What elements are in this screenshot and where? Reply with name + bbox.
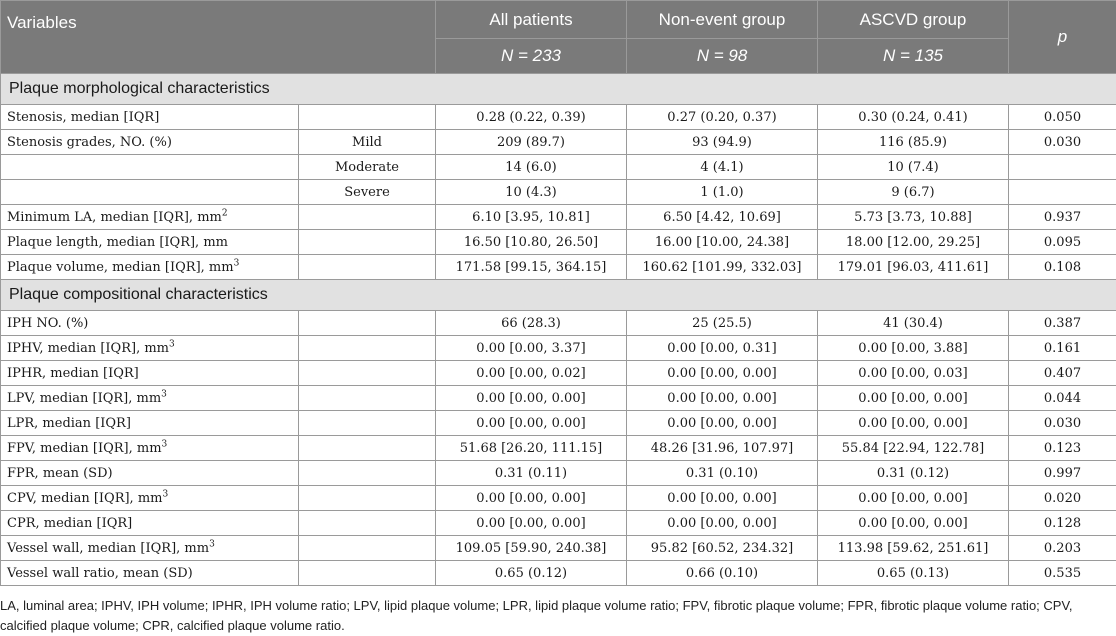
subcategory-cell bbox=[299, 361, 436, 386]
table-row bbox=[1, 486, 1116, 511]
variable-label: Plaque length, median [IQR], mm bbox=[7, 235, 228, 250]
subcategory-cell: Moderate bbox=[299, 155, 436, 180]
header-all-patients: All patients bbox=[436, 1, 627, 39]
section-title: Plaque morphological characteristics bbox=[1, 74, 1116, 105]
unit-superscript: 2 bbox=[222, 208, 228, 218]
table-row bbox=[1, 436, 1116, 461]
non-event-cell: 0.00 [0.00, 0.00] bbox=[627, 486, 818, 511]
p-value-cell: 0.535 bbox=[1009, 561, 1116, 586]
all-patients-cell: 0.00 [0.00, 0.00] bbox=[436, 386, 627, 411]
unit-superscript: 3 bbox=[234, 258, 240, 268]
table-row bbox=[1, 386, 1116, 411]
table-row bbox=[1, 511, 1116, 536]
all-patients-cell: 14 (6.0) bbox=[436, 155, 627, 180]
table-row bbox=[1, 336, 1116, 361]
ascvd-cell: 0.30 (0.24, 0.41) bbox=[818, 105, 1009, 130]
subcategory-cell bbox=[299, 255, 436, 280]
subcategory-cell bbox=[299, 411, 436, 436]
all-patients-cell: 209 (89.7) bbox=[436, 130, 627, 155]
subcategory-cell bbox=[299, 486, 436, 511]
subcategory-cell bbox=[299, 105, 436, 130]
table-row bbox=[1, 105, 1116, 130]
p-value-cell: 0.095 bbox=[1009, 230, 1116, 255]
ascvd-cell: 0.65 (0.13) bbox=[818, 561, 1009, 586]
table-row bbox=[1, 536, 1116, 561]
ascvd-cell: 18.00 [12.00, 29.25] bbox=[818, 230, 1009, 255]
variable-label: CPV, median [IQR], mm bbox=[7, 491, 162, 506]
all-patients-cell: 0.00 [0.00, 0.00] bbox=[436, 411, 627, 436]
section-row bbox=[1, 74, 1116, 105]
subcategory-cell bbox=[299, 436, 436, 461]
variable-label: Minimum LA, median [IQR], mm bbox=[7, 210, 222, 225]
ascvd-cell: 179.01 [96.03, 411.61] bbox=[818, 255, 1009, 280]
header-n-nonevent-label: N = 98 bbox=[697, 46, 748, 65]
table-row bbox=[1, 461, 1116, 486]
p-value-cell: 0.020 bbox=[1009, 486, 1116, 511]
subcategory-cell: Mild bbox=[299, 130, 436, 155]
variable-cell bbox=[1, 411, 299, 436]
table-row bbox=[1, 205, 1116, 230]
all-patients-cell: 0.00 [0.00, 3.37] bbox=[436, 336, 627, 361]
all-patients-cell: 16.50 [10.80, 26.50] bbox=[436, 230, 627, 255]
section-title: Plaque compositional characteristics bbox=[1, 280, 1116, 311]
all-patients-cell: 0.65 (0.12) bbox=[436, 561, 627, 586]
ascvd-cell: 41 (30.4) bbox=[818, 311, 1009, 336]
variable-label: LPR, median [IQR] bbox=[7, 416, 131, 431]
header-p-value bbox=[1009, 1, 1116, 74]
p-value-cell bbox=[1009, 180, 1116, 205]
section-row bbox=[1, 280, 1116, 311]
header-ascvd-group: ASCVD group bbox=[818, 1, 1009, 39]
ascvd-cell: 0.00 [0.00, 0.00] bbox=[818, 386, 1009, 411]
all-patients-cell: 0.28 (0.22, 0.39) bbox=[436, 105, 627, 130]
non-event-cell: 48.26 [31.96, 107.97] bbox=[627, 436, 818, 461]
p-value-cell: 0.050 bbox=[1009, 105, 1116, 130]
p-value-cell bbox=[1009, 155, 1116, 180]
non-event-cell: 95.82 [60.52, 234.32] bbox=[627, 536, 818, 561]
subcategory-cell bbox=[299, 336, 436, 361]
header-n-all bbox=[436, 39, 627, 74]
non-event-cell: 0.66 (0.10) bbox=[627, 561, 818, 586]
variable-cell bbox=[1, 361, 299, 386]
variable-cell bbox=[1, 180, 299, 205]
subcategory-cell bbox=[299, 461, 436, 486]
p-value-cell: 0.123 bbox=[1009, 436, 1116, 461]
subcategory-cell: Severe bbox=[299, 180, 436, 205]
variable-label: Stenosis grades, NO. (%) bbox=[7, 135, 172, 150]
variable-label: FPV, median [IQR], mm bbox=[7, 441, 162, 456]
all-patients-cell: 0.00 [0.00, 0.02] bbox=[436, 361, 627, 386]
unit-superscript: 3 bbox=[161, 389, 167, 399]
p-value-cell: 0.030 bbox=[1009, 130, 1116, 155]
subcategory-cell bbox=[299, 230, 436, 255]
ascvd-cell: 10 (7.4) bbox=[818, 155, 1009, 180]
p-value-cell: 0.161 bbox=[1009, 336, 1116, 361]
variable-cell bbox=[1, 486, 299, 511]
unit-superscript: 3 bbox=[162, 439, 168, 449]
ascvd-cell: 9 (6.7) bbox=[818, 180, 1009, 205]
variable-cell bbox=[1, 386, 299, 411]
non-event-cell: 0.31 (0.10) bbox=[627, 461, 818, 486]
header-n-all-label: N = 233 bbox=[501, 46, 561, 65]
header-n-nonevent bbox=[627, 39, 818, 74]
all-patients-cell: 51.68 [26.20, 111.15] bbox=[436, 436, 627, 461]
non-event-cell: 0.27 (0.20, 0.37) bbox=[627, 105, 818, 130]
ascvd-cell: 0.00 [0.00, 0.03] bbox=[818, 361, 1009, 386]
unit-superscript: 3 bbox=[209, 539, 215, 549]
variable-cell bbox=[1, 255, 299, 280]
p-value-cell: 0.387 bbox=[1009, 311, 1116, 336]
unit-superscript: 3 bbox=[169, 339, 175, 349]
variable-cell bbox=[1, 105, 299, 130]
variable-cell bbox=[1, 205, 299, 230]
variable-cell bbox=[1, 155, 299, 180]
p-value-cell: 0.044 bbox=[1009, 386, 1116, 411]
variable-cell bbox=[1, 461, 299, 486]
table-row bbox=[1, 130, 1116, 155]
all-patients-cell: 6.10 [3.95, 10.81] bbox=[436, 205, 627, 230]
all-patients-cell: 0.31 (0.11) bbox=[436, 461, 627, 486]
p-value-cell: 0.128 bbox=[1009, 511, 1116, 536]
all-patients-cell: 171.58 [99.15, 364.15] bbox=[436, 255, 627, 280]
non-event-cell: 25 (25.5) bbox=[627, 311, 818, 336]
all-patients-cell: 10 (4.3) bbox=[436, 180, 627, 205]
variable-label: LPV, median [IQR], mm bbox=[7, 391, 161, 406]
p-value-cell: 0.937 bbox=[1009, 205, 1116, 230]
p-value-cell: 0.030 bbox=[1009, 411, 1116, 436]
header-variables: Variables bbox=[1, 1, 436, 74]
all-patients-cell: 66 (28.3) bbox=[436, 311, 627, 336]
non-event-cell: 93 (94.9) bbox=[627, 130, 818, 155]
variable-cell bbox=[1, 230, 299, 255]
table-row bbox=[1, 361, 1116, 386]
p-value-cell: 0.997 bbox=[1009, 461, 1116, 486]
variable-label: Vessel wall, median [IQR], mm bbox=[7, 541, 209, 556]
subcategory-cell bbox=[299, 511, 436, 536]
table-row bbox=[1, 411, 1116, 436]
unit-superscript: 3 bbox=[162, 489, 168, 499]
variable-label: CPR, median [IQR] bbox=[7, 516, 132, 531]
ascvd-cell: 0.31 (0.12) bbox=[818, 461, 1009, 486]
ascvd-cell: 0.00 [0.00, 0.00] bbox=[818, 411, 1009, 436]
ascvd-cell: 0.00 [0.00, 3.88] bbox=[818, 336, 1009, 361]
header-n-ascvd-label: N = 135 bbox=[883, 46, 943, 65]
p-value-cell: 0.108 bbox=[1009, 255, 1116, 280]
subcategory-cell bbox=[299, 561, 436, 586]
non-event-cell: 16.00 [10.00, 24.38] bbox=[627, 230, 818, 255]
variable-cell bbox=[1, 336, 299, 361]
all-patients-cell: 0.00 [0.00, 0.00] bbox=[436, 486, 627, 511]
variable-label: IPHV, median [IQR], mm bbox=[7, 341, 169, 356]
ascvd-cell: 113.98 [59.62, 251.61] bbox=[818, 536, 1009, 561]
p-value-cell: 0.203 bbox=[1009, 536, 1116, 561]
subcategory-cell bbox=[299, 536, 436, 561]
variable-label: FPR, mean (SD) bbox=[7, 466, 113, 481]
ascvd-cell: 0.00 [0.00, 0.00] bbox=[818, 486, 1009, 511]
non-event-cell: 4 (4.1) bbox=[627, 155, 818, 180]
ascvd-cell: 5.73 [3.73, 10.88] bbox=[818, 205, 1009, 230]
table-row bbox=[1, 561, 1116, 586]
variable-label: Stenosis, median [IQR] bbox=[7, 110, 159, 125]
non-event-cell: 1 (1.0) bbox=[627, 180, 818, 205]
variable-cell bbox=[1, 130, 299, 155]
p-value-cell: 0.407 bbox=[1009, 361, 1116, 386]
variable-label: IPHR, median [IQR] bbox=[7, 366, 139, 381]
table-body bbox=[1, 74, 1116, 586]
ascvd-cell: 116 (85.9) bbox=[818, 130, 1009, 155]
table-row bbox=[1, 180, 1116, 205]
non-event-cell: 0.00 [0.00, 0.00] bbox=[627, 361, 818, 386]
non-event-cell: 0.00 [0.00, 0.31] bbox=[627, 336, 818, 361]
subcategory-cell bbox=[299, 205, 436, 230]
ascvd-cell: 0.00 [0.00, 0.00] bbox=[818, 511, 1009, 536]
variable-cell bbox=[1, 536, 299, 561]
header-n-ascvd bbox=[818, 39, 1009, 74]
non-event-cell: 160.62 [101.99, 332.03] bbox=[627, 255, 818, 280]
non-event-cell: 6.50 [4.42, 10.69] bbox=[627, 205, 818, 230]
variable-cell bbox=[1, 436, 299, 461]
non-event-cell: 0.00 [0.00, 0.00] bbox=[627, 411, 818, 436]
subcategory-cell bbox=[299, 311, 436, 336]
table-row bbox=[1, 155, 1116, 180]
all-patients-cell: 0.00 [0.00, 0.00] bbox=[436, 511, 627, 536]
variable-cell bbox=[1, 311, 299, 336]
all-patients-cell: 109.05 [59.90, 240.38] bbox=[436, 536, 627, 561]
variable-cell bbox=[1, 561, 299, 586]
header-p-label: p bbox=[1058, 27, 1067, 46]
ascvd-cell: 55.84 [22.94, 122.78] bbox=[818, 436, 1009, 461]
table-row bbox=[1, 311, 1116, 336]
table-row bbox=[1, 230, 1116, 255]
variable-label: IPH NO. (%) bbox=[7, 316, 88, 331]
variable-label: Vessel wall ratio, mean (SD) bbox=[7, 566, 193, 581]
variable-cell bbox=[1, 511, 299, 536]
non-event-cell: 0.00 [0.00, 0.00] bbox=[627, 511, 818, 536]
header-non-event-group: Non-event group bbox=[627, 1, 818, 39]
table-row bbox=[1, 255, 1116, 280]
non-event-cell: 0.00 [0.00, 0.00] bbox=[627, 386, 818, 411]
table-footnote: LA, luminal area; IPHV, IPH volume; IPHR, IPH volume ratio; LPV, lipid plaque volume; LPR, lipid plaque volume ratio; FPV, fibrotic plaque volume; FPR, fibrotic plaque volume ratio; CPV, calcified plaque volume; CPR, calcified plaque volume ratio. bbox=[0, 596, 1116, 636]
variable-label: Plaque volume, median [IQR], mm bbox=[7, 260, 234, 275]
subcategory-cell bbox=[299, 386, 436, 411]
